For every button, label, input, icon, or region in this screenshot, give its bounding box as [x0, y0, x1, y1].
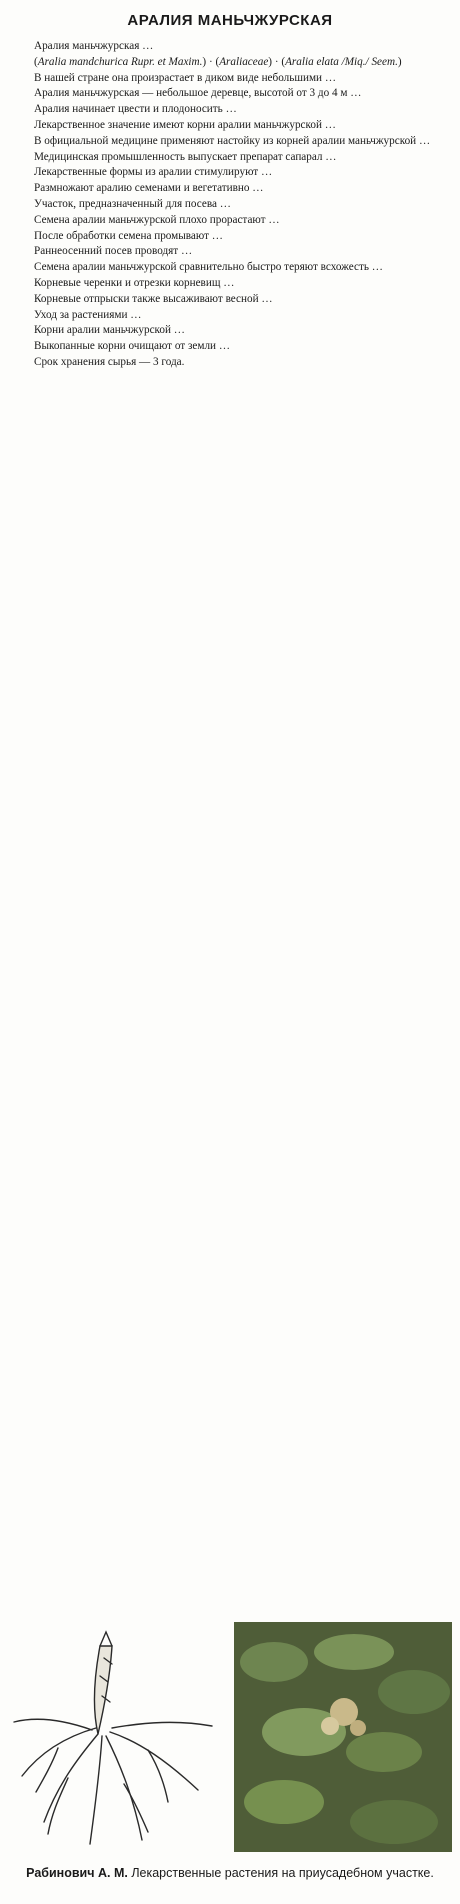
article-paragraph: Корни аралии маньчжурской …: [34, 324, 185, 337]
article-paragraph: Медицинская промышленность выпускает препарат сапарал …: [34, 150, 337, 163]
article-paragraph: После обработки семена промывают …: [34, 229, 223, 242]
source-author: Рабинович А. М.: [26, 1866, 128, 1880]
article-paragraph: Срок хранения сырья — 3 года.: [34, 355, 185, 368]
article-paragraph: Лекарственные формы из аралии стимулируют …: [34, 166, 273, 179]
article-body: [14, 40, 446, 1600]
source-line: [0, 1866, 460, 1880]
article-paragraph: Семена аралии маньчжурской сравнительно быстро теряют всхожесть …: [34, 261, 383, 274]
article-paragraph: Аралия начинает цвести и плодоносить …: [34, 103, 237, 116]
article-paragraph: Участок, предназначенный для посева …: [34, 197, 231, 210]
article-paragraph: (Aralia mandchurica Rupr. et Maxim.) · (Araliaceae) · (Aralia elata /Miq./ Seem.): [34, 55, 402, 68]
article-paragraph: Корневые отпрыски также высаживают весной …: [34, 292, 273, 305]
root-drawing: [8, 1618, 220, 1854]
plant-photo: [234, 1622, 452, 1852]
family-latin-name: Araliaceae: [219, 55, 269, 68]
article-paragraph: Лекарственное значение имеют корни аралии маньчжурской …: [34, 118, 336, 131]
article-paragraph: Размножают аралию семенами и вегетативно …: [34, 182, 264, 195]
synonym-latin-name: Aralia elata /Miq./ Seem.: [285, 55, 398, 68]
article-paragraph: Корневые черенки и отрезки корневищ …: [34, 276, 235, 289]
article-paragraph: Раннеосенний посев проводят …: [34, 245, 193, 258]
latin-name: Aralia mandchurica Rupr. et Maxim.: [37, 55, 203, 68]
article-paragraph: Выкопанные корни очищают от земли …: [34, 340, 231, 353]
article-paragraph: Уход за растениями …: [34, 308, 142, 321]
article-paragraph: В нашей стране она произрастает в диком виде небольшими …: [34, 71, 337, 84]
article-paragraph: В официальной медицине применяют настойку из корней аралии маньчжурской …: [34, 134, 431, 147]
article-paragraph: Аралия маньчжурская …: [34, 40, 154, 52]
article-paragraph: Семена аралии маньчжурской плохо прорастают …: [34, 213, 280, 226]
article-paragraph: Аралия маньчжурская — небольшое деревце, высотой от 3 до 4 м …: [34, 87, 362, 100]
illustrations: [8, 1618, 452, 1854]
source-title: Лекарственные растения на приусадебном участке.: [131, 1866, 434, 1880]
article-title: АРАЛИЯ МАНЬЧЖУРСКАЯ: [127, 12, 333, 29]
